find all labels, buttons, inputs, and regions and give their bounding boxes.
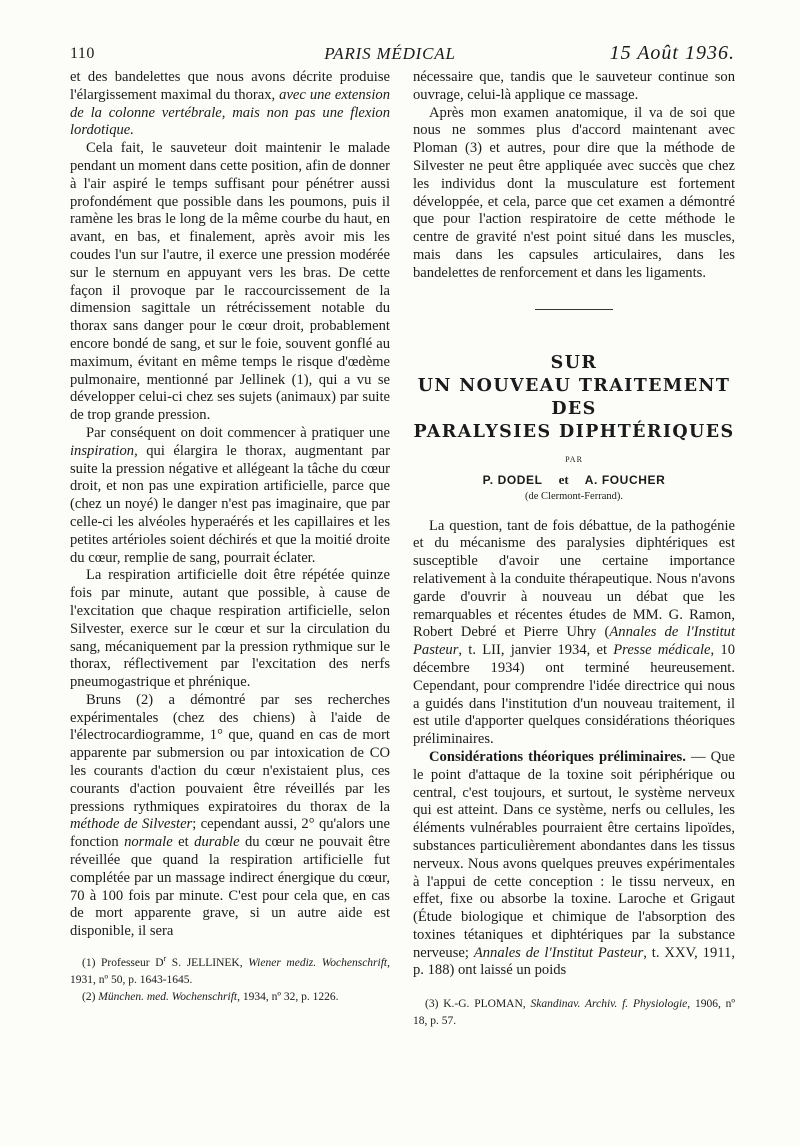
article-title: [413, 352, 735, 444]
text-run: , 1931, nº 50, p. 1643-1645.: [70, 957, 390, 987]
text-run: — Que le point d'attaque de la toxine soit périphérique ou central, c'est toujours, et surtout, le système nerveux qui est atteint. Dans ce système, nerfs ou cellules, les éléments vulnérables pourraient être certains lipoïdes, substances particulièrement abondantes dans les tissus nerveux. Nous avons quelques preuves expérimentales à l'appui de cette conception : le tissu nerveux, en effet, fixe ou absorbe la toxine. Laroche et Grigaut (Étude biologique et chimique de l'absorption des toxines tétaniques et diphtériques par la substance nerveuse;: [413, 748, 735, 961]
superscript-run: r: [163, 954, 167, 964]
text-run: et des bandelettes que nous avons décrite produise l'élargissement maximal du thorax,: [70, 69, 390, 103]
paragraph: La respiration artificielle doit être répétée quinze fois par minute, autant que possible, à cause de l'excitation que chaque respiration artificielle, selon Silvester, exerce sur le cœur et sur la circulation du sang, mécaniquement par la pression rythmique sur le thorax, réflectivement par l'excitation des nerfs pneumogastrique et phrénique.: [70, 567, 390, 691]
title-line: DES: [551, 398, 597, 419]
italic-text-run: München. med. Wochenschrift: [98, 991, 238, 1004]
title-line: PARALYSIES DIPHTÉRIQUES: [413, 421, 735, 442]
footnote-2: [70, 989, 390, 1006]
italic-text-run: durable: [194, 834, 240, 851]
italic-text-run: Annales de l'Institut Pasteur: [413, 624, 735, 659]
italic-text-run: normale: [124, 834, 173, 851]
title-line: SUR: [550, 352, 598, 373]
text-run: ; cependant aussi, 2° qu'alors une fonction: [70, 816, 390, 851]
footnote-1: [70, 955, 390, 989]
byline-par: PAR: [565, 454, 583, 464]
section-heading-run: Considérations théoriques préliminaires.: [429, 748, 686, 765]
text-run: , t. LII, janvier 1934, et: [458, 642, 614, 659]
italic-text-run: Presse médicale: [613, 642, 711, 659]
italic-text-run: avec une extension de la colonne vertébrale, mais non pas une flexion lordotique.: [70, 86, 390, 139]
footnote-3: [413, 996, 735, 1030]
text-run: (2): [82, 991, 99, 1004]
article-diphtheria: [413, 352, 735, 981]
paragraph-continuation: [70, 69, 390, 140]
issue-date: 15 Août 1936.: [609, 42, 735, 64]
italic-text-run: Skandinav. Archiv. f. Physiologie: [530, 998, 688, 1011]
text-run: Bruns (2) a démontré par ses recherches expérimentales (chez des chiens) à l'aide de l'électrocardiogramme, 1° que, quand en cas de mort apparente par submersion ou par intoxication de CO les courants d'action du cœur n'existaient plus, ces courants d'action pouvaient être réveillés par les pressions rythmiques expiratoires du thorax de la: [70, 691, 390, 815]
right-column: [413, 69, 735, 1030]
italic-text-run: méthode de Silvester: [70, 816, 193, 833]
title-line: UN NOUVEAU TRAITEMENT: [417, 375, 731, 396]
footnotes-left: [70, 955, 390, 1006]
author-affiliation: (de Clermont-Ferrand).: [525, 490, 623, 502]
text-run: , 1906, nº 18, p. 57.: [413, 998, 735, 1028]
paragraph: [413, 518, 735, 749]
text-run: (1) Professeur D: [82, 957, 164, 970]
article-body: [413, 518, 735, 981]
text-run: La question, tant de fois débattue, de la pathogénie et du mécanisme des paralysies diphtériques est susceptible d'avoir une certaine importance relativement à la conduite thérapeutique. Nous n'avons garde d'ouvrir à nouveau un débat que les remarquables et récentes études de MM. G. Ramon, Robert Debré et Pierre Uhry (: [413, 517, 735, 641]
paragraph: [70, 425, 390, 567]
text-run: et: [172, 834, 195, 851]
text-run: , qui élargira le thorax, augmentant par suite la pression négative et allégeant la tâche du cœur droit, et non pas une expiration artificielle, parce que (chez un noyé) le danger n'est pas imaginaire, que par celle-ci les alvéoles hyperaérés et les capillaires et les petites artérioles soient déchirés et que la moitié droite du cœur, remplie de sang, pourrait éclater.: [70, 442, 390, 566]
paragraph: Cela fait, le sauveteur doit maintenir le malade pendant un moment dans cette position, afin de donner à l'air aspiré le temps suffisant pour pénétrer aussi profondément que possible dans les poumons, puis il ramène les bras le long de la même courbe du haut, en avant, en bas, et finalement, après avoir mis les coudes l'un sur l'autre, il exerce une pression modérée sur le sternum en appuyant vers les bras. De cette façon il provoque par le raccourcissement de la dimension sagittale un rétrécissement notable du thorax sans danger pour le cœur droit, probablement encore bondé de sang, et sur le foie, souvent gonflé au maximum, évitant en même temps le risque d'œdème pulmonaire, mentionné par Jellinek (1), qui a vu se développer celui-ci chez ses sujets (animaux) par suite de trop grande pression.: [70, 140, 390, 424]
text-run: du cœur ne pouvait être réveillée que quand la respiration artificielle fut complétée par un massage indirect énergique du cœur, 70 à 100 fois par minute. C'est pour cela que, en cas de mort apparente grave, si un autre aide est disponible, il sera: [70, 834, 390, 940]
paragraph: Après mon examen anatomique, il va de soi que nous ne sommes plus d'accord maintenant avec Ploman (3) et autres, pour dire que la méthode de Silvester ne peut être appliquée avec succès que chez les individus dont la musculature est fortement développée, et cela, parce que cet examen a démontré que pour l'action respiratoire de cette méthode le centre de gravité n'est point situé dans les muscles, mais dans les capsules articulaires, dans les bandelettes de renforcement et dans les ligaments.: [413, 104, 735, 281]
italic-text-run: inspiration: [70, 442, 135, 459]
text-run: S. JELLINEK,: [166, 957, 249, 970]
text-run: , 1934, nº 32, p. 1226.: [237, 991, 339, 1004]
journal-title: PARIS MÉDICAL: [324, 44, 456, 63]
text-run: , 10 décembre 1934) ont terminé heureusement. Cependant, pour comprendre l'idée directrice qui nous a guidés dans l'institution d'un nouveau traitement, il est utile d'apporter quelques considérations théoriques préliminaires.: [413, 642, 735, 748]
footnotes-right: [413, 996, 735, 1030]
text-run: , t. XXV, 1911, p. 188) ont laissé un poids: [413, 944, 735, 979]
paragraph-continuation: nécessaire que, tandis que le sauveteur continue son ouvrage, celui-là applique ce massage.: [413, 69, 735, 103]
left-column: [70, 69, 390, 1006]
paragraph: [70, 692, 390, 941]
author-name: A. FOUCHER: [584, 472, 666, 487]
italic-text-run: Annales de l'Institut Pasteur: [473, 944, 644, 961]
text-run: Par conséquent on doit commencer à pratiquer une: [86, 424, 390, 441]
article-authors: [413, 472, 735, 488]
italic-text-run: Wiener mediz. Wochenschrift: [248, 957, 388, 970]
running-header: [70, 42, 735, 68]
author-name: P. DODEL: [482, 472, 543, 487]
page-number: 110: [70, 45, 95, 62]
section-divider: [535, 309, 613, 310]
paragraph: [413, 749, 735, 980]
author-conjunction: et: [558, 471, 569, 487]
text-run: (3) K.-G. PLOMAN,: [425, 998, 531, 1011]
